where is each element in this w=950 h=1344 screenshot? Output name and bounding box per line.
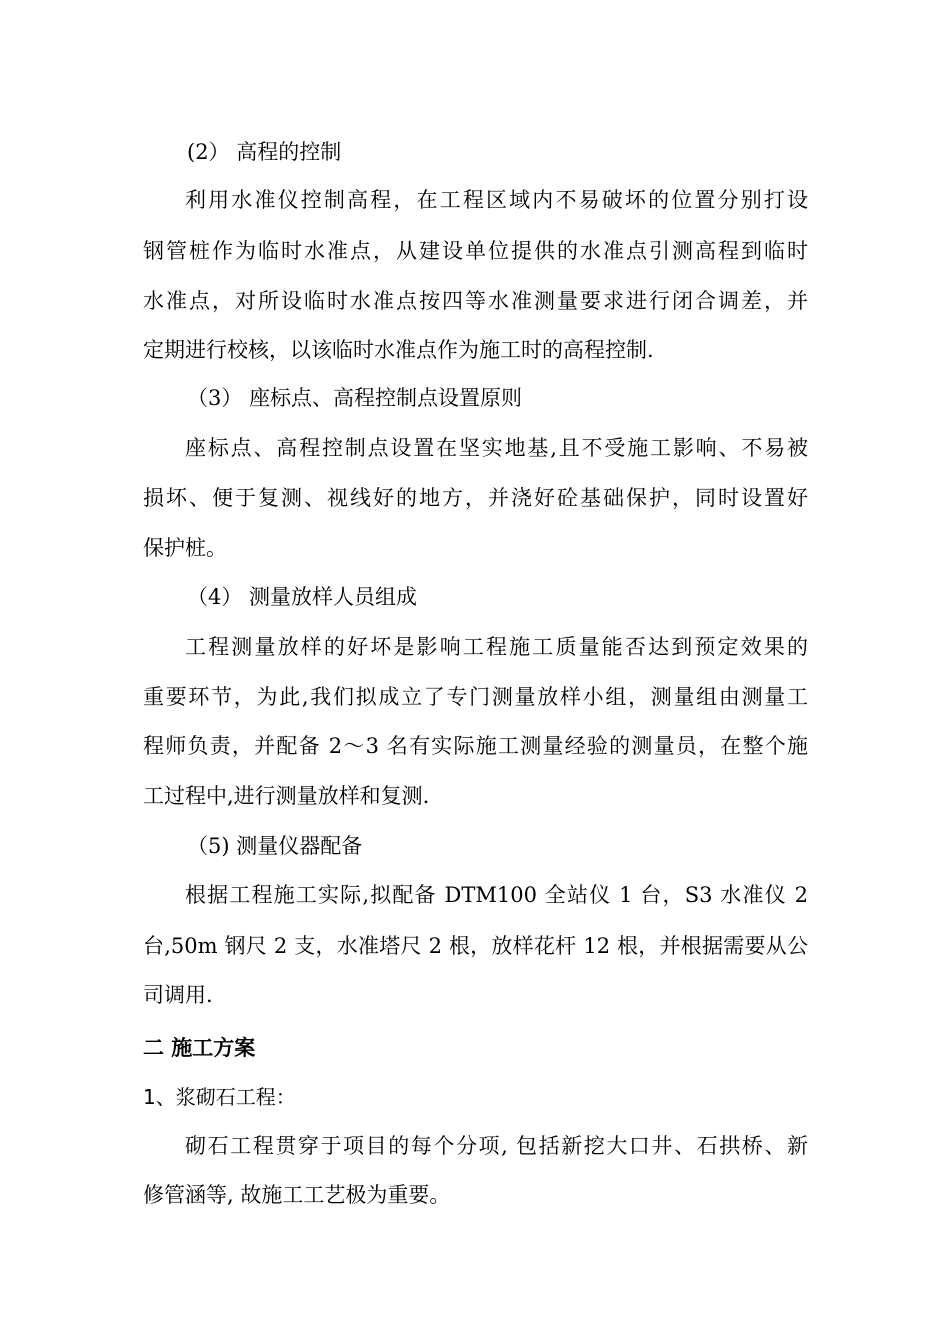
section-3-heading: （3） 座标点、高程控制点设置原则 bbox=[187, 386, 523, 410]
paragraph-line: 砌石工程贯穿于项目的每个分项, 包括新挖大口井、石拱桥、新 bbox=[185, 1134, 808, 1158]
paragraph-line: 水准点，对所设临时水准点按四等水准测量要求进行闭合调差，并 bbox=[143, 289, 808, 313]
section-2-heading: (2） 高程的控制 bbox=[187, 140, 342, 164]
paragraph-line: 损坏、便于复测、视线好的地方，并浇好砼基础保护，同时设置好 bbox=[143, 486, 808, 510]
paragraph-line: 重要环节，为此,我们拟成立了专门测量放样小组，测量组由测量工 bbox=[143, 685, 808, 709]
paragraph-line: 定期进行校核，以该临时水准点作为施工时的高程控制. bbox=[143, 338, 654, 362]
paragraph-line: 司调用. bbox=[143, 983, 213, 1007]
section-5-heading: （5) 测量仪器配备 bbox=[187, 834, 363, 858]
subsection-heading: 1、浆砌石工程： bbox=[143, 1085, 296, 1109]
paragraph-line: 台,50m 钢尺 2 支，水准塔尺 2 根，放样花杆 12 根，并根据需要从公 bbox=[143, 934, 808, 958]
paragraph-line: 程师负责，并配备 2～3 名有实际施工测量经验的测量员，在整个施 bbox=[143, 734, 808, 758]
chapter-heading: 二 施工方案 bbox=[143, 1036, 256, 1060]
paragraph-line: 钢管桩作为临时水准点，从建设单位提供的水准点引测高程到临时 bbox=[143, 239, 808, 263]
paragraph-line: 保护桩。 bbox=[143, 536, 227, 560]
paragraph-line: 座标点、高程控制点设置在坚实地基,且不受施工影响、不易被 bbox=[185, 436, 808, 460]
paragraph-line: 修管涵等, 故施工工艺极为重要。 bbox=[143, 1183, 451, 1207]
paragraph-line: 工程测量放样的好坏是影响工程施工质量能否达到预定效果的 bbox=[185, 635, 808, 659]
paragraph-line: 根据工程施工实际,拟配备 DTM100 全站仪 1 台，S3 水准仪 2 bbox=[185, 883, 808, 907]
paragraph-line: 工过程中,进行测量放样和复测. bbox=[143, 784, 430, 808]
section-4-heading: （4） 测量放样人员组成 bbox=[187, 585, 418, 609]
paragraph-line: 利用水准仪控制高程，在工程区域内不易破坏的位置分别打设 bbox=[185, 188, 808, 212]
